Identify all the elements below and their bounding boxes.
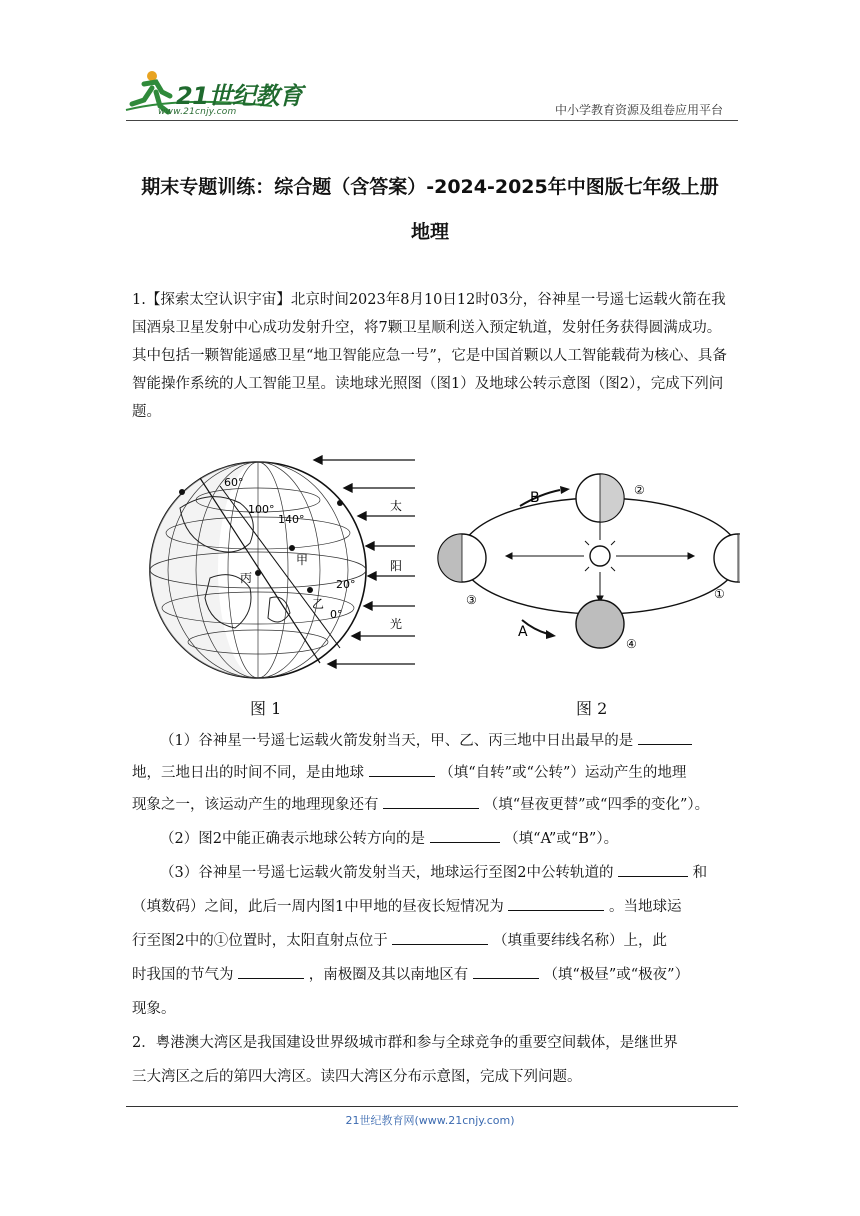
label-0: 0° — [330, 608, 343, 621]
figure-1-earth-illumination — [140, 448, 740, 718]
label-guang: 光 — [390, 617, 403, 631]
label-2: ② — [634, 483, 645, 497]
label-20: 20° — [336, 578, 356, 591]
platform-name: 中小学教育资源及组卷应用平台 — [554, 103, 723, 117]
sub-question-2: （2）图2中能正确表示地球公转方向的是 （填“A”或“B”）。 — [132, 824, 732, 854]
question-2-line1: 2．粤港澳大湾区是我国建设世界级城市群和参与全球竞争的重要空间载体，是继世界 — [132, 1035, 678, 1051]
label-100: 100° — [248, 503, 275, 516]
label-b: B — [530, 490, 540, 506]
label-tai: 太 — [390, 499, 403, 513]
label-a: A — [518, 624, 528, 640]
sub-question-1-line3: 现象之一，该运动产生的地理现象还有 （填“昼夜更替”或“四季的变化”）。 — [132, 790, 732, 820]
label-60: 60° — [224, 476, 244, 489]
logo-url: www.21cnjy.com — [158, 107, 237, 117]
label-1: ① — [714, 587, 725, 601]
answer-blank[interactable] — [238, 960, 304, 979]
sub-question-3-line3: 行至图2中的①位置时，太阳直射点位于 （填重要纬线名称）上，此 — [132, 926, 732, 956]
answer-blank[interactable] — [430, 824, 500, 843]
sub-question-3-line2: （填数码）之间，此后一周内图1中甲地的昼夜长短情况为 。当地球运 — [132, 892, 732, 922]
sub-question-3: （3）谷神星一号遥七运载火箭发射当天，地球运行至图2中公转轨道的 和 — [132, 858, 732, 888]
label-bing: 丙 — [240, 571, 253, 585]
footer-divider — [126, 1106, 738, 1107]
sub-question-3-line4: 时我国的节气为 ，南极圈及其以南地区有 （填“极昼”或“极夜”） — [132, 960, 732, 990]
answer-blank[interactable] — [392, 926, 488, 945]
answer-blank[interactable] — [369, 758, 435, 777]
figures-area — [140, 448, 740, 718]
question-1-intro: 1.【探索太空认识宇宙】北京时间2023年8月10日12时03分，谷神星一号遥七运载火箭在我国酒泉卫星发射中心成功发射升空，将7颗卫星顺利送入预定轨道，发射任务获得圆满成功。其中包括一颗智能遥感卫星“地卫智能应急一号”，它是中国首颗以人工智能载荷为核心、具备智能操作系统的人工智能卫星。读地球光照图（图1）及地球公转示意图（图2），完成下列问题。 — [132, 292, 727, 420]
answer-blank[interactable] — [508, 892, 604, 911]
label-140: 140° — [278, 513, 305, 526]
label-yi: 乙 — [312, 597, 325, 611]
header-divider — [126, 120, 738, 121]
document-title: 期末专题训练：综合题（含答案）-2024-2025年中图版七年级上册 — [141, 176, 719, 198]
figure-2-caption: 图 2 — [576, 699, 608, 718]
globe — [150, 462, 366, 678]
label-4: ④ — [626, 637, 637, 651]
figure-2-orbit — [438, 474, 740, 648]
logo-text: 21世纪教育 — [176, 82, 303, 110]
question-2-line2: 三大湾区之后的第四大湾区。读四大湾区分布示意图，完成下列问题。 — [132, 1069, 582, 1085]
answer-blank[interactable] — [618, 858, 688, 877]
sub-question-3-line5: 现象。 — [132, 1001, 176, 1017]
figure-1-caption: 图 1 — [250, 699, 282, 718]
label-jia: 甲 — [296, 553, 309, 567]
answer-blank[interactable] — [383, 790, 479, 809]
answer-blank[interactable] — [638, 726, 692, 745]
label-3: ③ — [466, 593, 477, 607]
document-title-subject: 地理 — [410, 221, 449, 243]
answer-blank[interactable] — [473, 960, 539, 979]
sub-question-1-line2: 地，三地日出的时间不同，是由地球 （填“自转”或“公转”）运动产生的地理 — [132, 758, 732, 788]
sub-question-1: （1）谷神星一号遥七运载火箭发射当天，甲、乙、丙三地中日出最早的是 — [132, 726, 732, 756]
footer-link[interactable]: 21世纪教育网(www.21cnjy.com) — [345, 1114, 515, 1127]
label-yang: 阳 — [390, 559, 403, 573]
page-header — [0, 0, 860, 125]
